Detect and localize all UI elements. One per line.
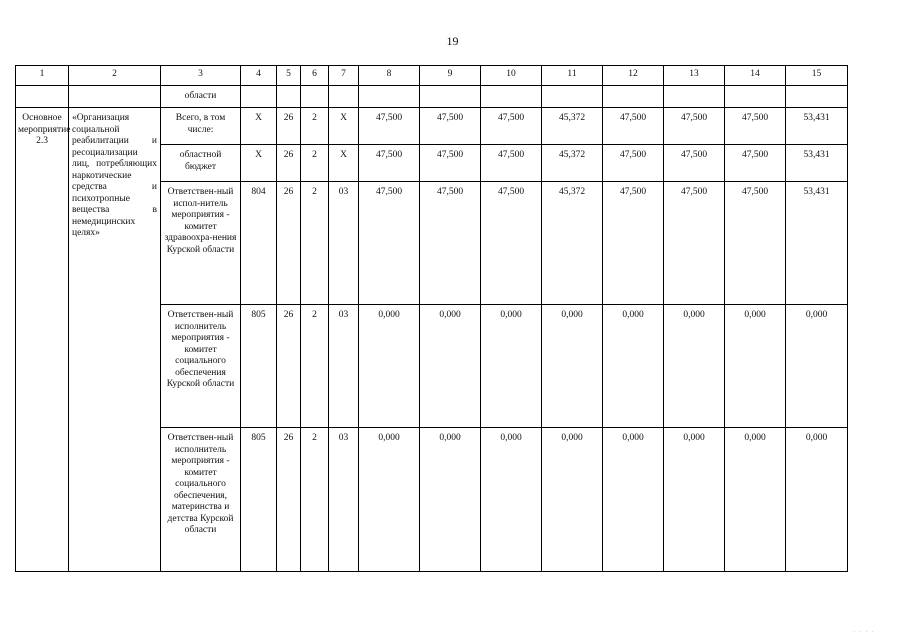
value-cell: 0,000 <box>542 428 603 572</box>
funding-source-cell: Ответствен-ный исполнитель мероприятия - комитет социального обеспечения, материнства и детства Курской области <box>161 428 241 572</box>
code-cell: 2 <box>301 428 329 572</box>
activity-description: «Организация социальной реабилитации и ресоциализации лиц, потребляющих наркотические средства и психотропные вещества в немедицинских целях» <box>69 108 161 572</box>
col-13-header: 13 <box>664 66 725 86</box>
col-15-header: 15 <box>786 66 848 86</box>
table-body <box>16 66 848 572</box>
value-cell: 45,372 <box>542 145 603 182</box>
code-cell: 2 <box>301 108 329 145</box>
value-cell: 0,000 <box>786 305 848 428</box>
col-10-header: 10 <box>481 66 542 86</box>
value-cell: 45,372 <box>542 108 603 145</box>
code-cell: 26 <box>277 108 301 145</box>
funding-source-cell: Всего, в том числе: <box>161 108 241 145</box>
code-cell: 805 <box>241 428 277 572</box>
code-cell: X <box>241 145 277 182</box>
value-cell: 0,000 <box>725 428 786 572</box>
col-1-header: 1 <box>16 66 69 86</box>
continuation-row <box>16 86 848 108</box>
page-number: 19 <box>446 34 459 48</box>
value-cell: 47,500 <box>359 145 420 182</box>
col-7-header: 7 <box>329 66 359 86</box>
col-12-header: 12 <box>603 66 664 86</box>
value-cell: 0,000 <box>603 305 664 428</box>
value-cell: 53,431 <box>786 108 848 145</box>
funding-source-cell: Ответствен-ный исполнитель мероприятия - комитет социального обеспечения Курской области <box>161 305 241 428</box>
value-cell: 47,500 <box>603 145 664 182</box>
code-cell: X <box>329 108 359 145</box>
value-cell: 47,500 <box>725 182 786 305</box>
value-cell: 47,500 <box>420 108 481 145</box>
code-cell: 2 <box>301 145 329 182</box>
value-cell: 0,000 <box>481 428 542 572</box>
value-cell: 53,431 <box>786 182 848 305</box>
column-number-row <box>16 66 848 86</box>
value-cell: 47,500 <box>359 182 420 305</box>
value-cell: 0,000 <box>359 428 420 572</box>
col-5-header: 5 <box>277 66 301 86</box>
col-2-header: 2 <box>69 66 161 86</box>
funding-source-cell: Ответствен-ный испол-нитель мероприятия - комитет здравоохра-нения Курской области <box>161 182 241 305</box>
value-cell: 47,500 <box>481 182 542 305</box>
code-cell: 2 <box>301 305 329 428</box>
code-cell: 26 <box>277 305 301 428</box>
value-cell: 47,500 <box>420 145 481 182</box>
value-cell: 0,000 <box>664 428 725 572</box>
value-cell: 47,500 <box>664 145 725 182</box>
value-cell: 47,500 <box>481 145 542 182</box>
value-cell: 47,500 <box>725 108 786 145</box>
value-cell: 47,500 <box>664 182 725 305</box>
continuation-cell: области <box>161 86 241 108</box>
code-cell: 26 <box>277 145 301 182</box>
value-cell: 0,000 <box>420 305 481 428</box>
value-cell: 45,372 <box>542 182 603 305</box>
col-11-header: 11 <box>542 66 603 86</box>
value-cell: 0,000 <box>359 305 420 428</box>
value-cell: 0,000 <box>603 428 664 572</box>
value-cell: 0,000 <box>481 305 542 428</box>
code-cell: X <box>241 108 277 145</box>
value-cell: 0,000 <box>786 428 848 572</box>
value-cell: 47,500 <box>359 108 420 145</box>
value-cell: 47,500 <box>420 182 481 305</box>
code-cell: 26 <box>277 182 301 305</box>
col-4-header: 4 <box>241 66 277 86</box>
value-cell: 0,000 <box>664 305 725 428</box>
code-cell: 804 <box>241 182 277 305</box>
code-cell: 805 <box>241 305 277 428</box>
code-cell: 03 <box>329 305 359 428</box>
table-row <box>16 108 848 145</box>
value-cell: 47,500 <box>481 108 542 145</box>
value-cell: 53,431 <box>786 145 848 182</box>
value-cell: 47,500 <box>725 145 786 182</box>
col-8-header: 8 <box>359 66 420 86</box>
value-cell: 0,000 <box>542 305 603 428</box>
code-cell: 2 <box>301 182 329 305</box>
code-cell: 26 <box>277 428 301 572</box>
scan-artifact: · · · · <box>853 628 875 636</box>
value-cell: 47,500 <box>603 108 664 145</box>
funding-source-cell: областной бюджет <box>161 145 241 182</box>
col-9-header: 9 <box>420 66 481 86</box>
value-cell: 0,000 <box>725 305 786 428</box>
code-cell: X <box>329 145 359 182</box>
value-cell: 47,500 <box>603 182 664 305</box>
col-14-header: 14 <box>725 66 786 86</box>
code-cell: 03 <box>329 428 359 572</box>
budget-table <box>15 65 848 572</box>
col-6-header: 6 <box>301 66 329 86</box>
col-3-header: 3 <box>161 66 241 86</box>
code-cell: 03 <box>329 182 359 305</box>
value-cell: 0,000 <box>420 428 481 572</box>
activity-label: Основное мероприятие 2.3 <box>16 108 69 572</box>
value-cell: 47,500 <box>664 108 725 145</box>
